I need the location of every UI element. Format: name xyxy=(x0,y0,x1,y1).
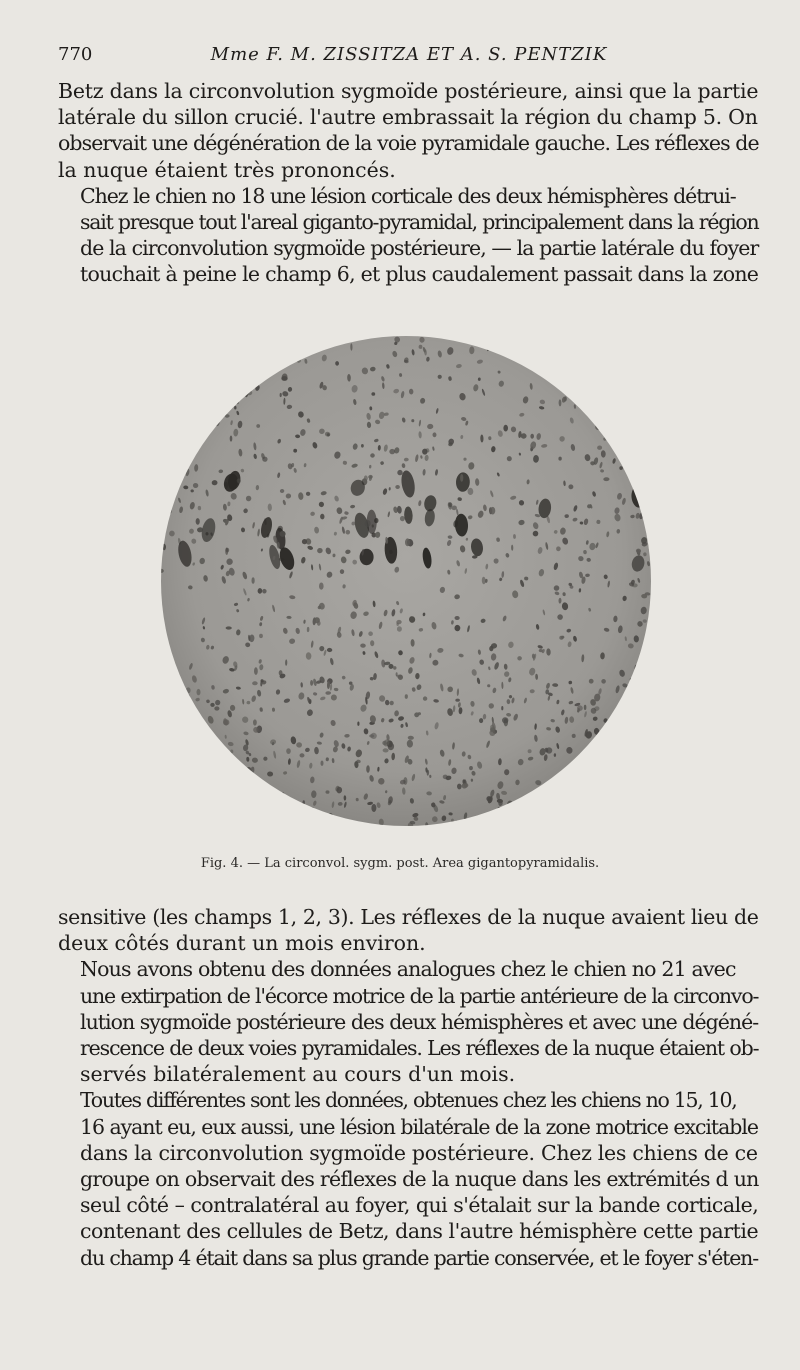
stained-cell xyxy=(630,335,634,340)
stained-cell xyxy=(252,793,256,800)
stained-cell xyxy=(627,817,634,825)
stained-cell xyxy=(591,786,599,795)
stained-cell xyxy=(161,338,166,341)
stained-cell xyxy=(532,349,537,357)
stained-cell xyxy=(633,807,641,814)
stained-cell xyxy=(305,814,308,819)
stained-cell xyxy=(164,395,170,403)
stained-cell xyxy=(164,770,170,776)
stained-cell xyxy=(238,799,243,805)
stained-cell xyxy=(574,770,581,776)
stained-cell xyxy=(212,808,217,812)
text-line: Toutes différentes sont les données, obtenues chez les chiens no 15, 10, xyxy=(80,1088,737,1113)
stained-cell xyxy=(184,713,193,723)
stained-cell xyxy=(203,430,207,438)
stained-cell xyxy=(570,770,576,779)
stained-cell xyxy=(254,667,258,675)
stained-cell xyxy=(319,583,324,590)
stained-cell xyxy=(160,689,163,697)
stained-cell xyxy=(523,802,526,807)
stained-cell xyxy=(256,424,260,428)
stained-cell xyxy=(543,361,549,367)
stained-cell xyxy=(166,693,170,701)
stained-cell xyxy=(161,786,165,792)
stained-cell xyxy=(622,377,625,381)
stained-cell xyxy=(165,678,169,686)
stained-cell xyxy=(478,818,484,825)
figure-caption: Fig. 4. — La circonvol. sygm. post. Area gigantopyramidalis. xyxy=(200,856,600,871)
stained-cell xyxy=(162,467,170,475)
stained-cell xyxy=(641,434,648,442)
paragraph xyxy=(58,956,758,1087)
stained-cell xyxy=(165,808,169,813)
stained-cell xyxy=(610,396,616,401)
stained-cell xyxy=(593,797,601,805)
stained-cell xyxy=(267,363,273,370)
stained-cell xyxy=(203,396,210,405)
stained-cell xyxy=(625,335,630,340)
stained-cell xyxy=(222,769,228,773)
stained-cell xyxy=(649,405,652,411)
stained-cell xyxy=(570,348,575,353)
stained-cell xyxy=(166,723,170,730)
stained-cell xyxy=(592,755,596,759)
stained-cell xyxy=(227,800,231,808)
stained-cell xyxy=(619,765,624,772)
stained-cell xyxy=(189,700,192,705)
text-line: Nous avons obtenu des données analogues chez le chien no 21 avec xyxy=(80,957,736,982)
stained-cell xyxy=(198,783,203,789)
stained-cell xyxy=(203,335,208,337)
text-line: sensitive (les champs 1, 2, 3). Les réflexes de la nuque avaient lieu de xyxy=(58,905,759,929)
stained-cell xyxy=(160,474,163,480)
stained-cell xyxy=(626,695,633,700)
stained-cell xyxy=(631,367,638,375)
stained-cell xyxy=(172,748,178,752)
stained-cell xyxy=(222,779,228,785)
stained-cell xyxy=(160,397,164,402)
stained-cell xyxy=(264,820,270,827)
stained-cell xyxy=(172,730,178,739)
stained-cell xyxy=(199,761,203,767)
stained-cell xyxy=(180,713,183,720)
stained-cell xyxy=(619,362,624,370)
stained-cell xyxy=(289,816,296,824)
stained-cell xyxy=(599,408,604,412)
stained-cell xyxy=(169,491,175,498)
stained-cell xyxy=(489,730,495,736)
stained-cell xyxy=(328,341,335,348)
stained-cell xyxy=(160,719,166,727)
running-head: Mme F. M. ZISSITZA ET A. S. PENTZIK xyxy=(210,44,608,65)
stained-cell xyxy=(195,811,200,816)
stained-cell xyxy=(623,709,628,716)
stained-cell xyxy=(644,680,649,686)
stained-cell xyxy=(607,764,613,771)
stained-cell xyxy=(255,348,260,355)
stained-cell xyxy=(236,374,240,381)
stained-cell xyxy=(204,353,208,357)
stained-cell xyxy=(290,816,295,821)
stained-cell xyxy=(205,432,208,437)
stained-cell xyxy=(190,784,197,791)
stained-cell xyxy=(218,812,224,820)
stained-cell xyxy=(180,790,186,797)
stained-cell xyxy=(181,400,185,407)
stained-cell xyxy=(230,436,233,442)
stained-cell xyxy=(627,744,631,752)
text-line: rescence de deux voies pyramidales. Les réflexes de la nuque étaient ob- xyxy=(80,1036,759,1061)
stained-cell xyxy=(176,818,181,826)
stained-cell xyxy=(170,760,175,767)
stained-cell xyxy=(230,781,236,786)
stained-cell xyxy=(207,407,213,414)
text-line: groupe on observait des réflexes de la nuque dans les extrémités d un xyxy=(80,1167,759,1192)
stained-cell xyxy=(493,821,500,827)
stained-cell xyxy=(165,343,170,349)
stained-cell xyxy=(280,531,286,537)
stained-cell xyxy=(179,811,182,816)
text-line: sait presque tout l'areal giganto-pyramidal, principalement dans la région xyxy=(80,210,759,235)
stained-cell xyxy=(186,807,190,813)
stained-cell xyxy=(197,787,204,796)
text-line: 16 ayant eu, eux aussi, une lésion bilatérale de la zone motrice excitable xyxy=(80,1114,758,1139)
stained-cell xyxy=(214,799,218,802)
stained-cell xyxy=(162,508,165,516)
stained-cell xyxy=(635,688,639,695)
text-line: servés bilatéralement au cours d'un mois. xyxy=(80,1062,516,1087)
paragraph xyxy=(58,183,758,288)
stained-cell xyxy=(644,677,649,685)
stained-cell xyxy=(604,813,608,817)
stained-cell xyxy=(540,787,546,792)
stained-cell xyxy=(310,680,313,686)
stained-cell xyxy=(573,766,575,773)
stained-cell xyxy=(170,418,175,426)
stained-cell xyxy=(219,760,223,764)
stained-cell xyxy=(565,818,572,826)
stained-cell xyxy=(204,371,211,379)
stained-cell xyxy=(160,477,163,484)
stained-cell xyxy=(168,672,173,679)
stained-cell xyxy=(320,813,325,819)
stained-cell xyxy=(559,374,563,378)
text-line: de la circonvolution sygmoïde postérieure, — la partie latérale du foyer xyxy=(80,236,759,261)
stained-cell xyxy=(161,713,167,718)
text-line: contenant des cellules de Betz, dans l'autre hémisphère cette partie xyxy=(80,1219,759,1244)
stained-cell xyxy=(237,810,242,816)
stained-cell xyxy=(638,672,641,677)
stained-cell xyxy=(612,783,618,791)
stained-cell xyxy=(190,448,194,456)
stained-cell xyxy=(639,815,643,822)
stained-cell xyxy=(637,665,641,669)
stained-cell xyxy=(620,819,626,827)
stained-cell xyxy=(632,760,635,765)
stained-cell xyxy=(575,769,581,775)
text-line: du champ 4 était dans sa plus grande partie conservée, et le foyer s'éten- xyxy=(80,1245,758,1270)
stained-cell xyxy=(604,752,608,759)
stained-cell xyxy=(321,761,324,766)
stained-cell xyxy=(194,803,199,809)
text-line: latérale du sillon crucié. l'autre embrassait la région du champ 5. On xyxy=(58,105,758,130)
stained-cell xyxy=(622,422,627,429)
stained-cell xyxy=(188,743,194,748)
stained-cell xyxy=(160,537,164,545)
stained-cell xyxy=(490,507,495,515)
stained-cell xyxy=(621,754,627,761)
stained-cell xyxy=(308,812,312,819)
stained-cell xyxy=(584,705,587,710)
stained-cell xyxy=(206,755,213,763)
text-line: seul côté – contralatéral au foyer, qui s'étalait sur la bande corticale, xyxy=(80,1193,759,1218)
stained-cell xyxy=(250,807,256,810)
stained-cell xyxy=(187,749,191,757)
stained-cell xyxy=(371,733,377,739)
stained-cell xyxy=(562,788,566,793)
stained-cell xyxy=(281,376,287,381)
stained-cell xyxy=(605,724,612,729)
stained-cell xyxy=(611,439,617,448)
stained-cell xyxy=(286,748,291,754)
micrograph-figure xyxy=(160,335,652,827)
stained-cell xyxy=(600,817,605,824)
body-text-after-figure xyxy=(58,904,758,1271)
stained-cell xyxy=(533,362,537,370)
stained-cell xyxy=(227,787,234,793)
stained-cell xyxy=(579,780,583,785)
stained-cell xyxy=(191,815,197,820)
stained-cell xyxy=(530,822,534,826)
stained-cell xyxy=(163,718,166,722)
stained-cell xyxy=(634,414,637,418)
stained-cell xyxy=(208,769,212,774)
stained-cell xyxy=(160,814,164,819)
stained-cell xyxy=(617,766,623,773)
stained-cell xyxy=(640,667,644,674)
stained-cell xyxy=(188,335,192,340)
stained-cell xyxy=(200,336,203,343)
stained-cell xyxy=(551,793,558,801)
stained-cell xyxy=(494,558,499,563)
stained-cell xyxy=(253,366,260,373)
stained-cell xyxy=(236,392,239,395)
stained-cell xyxy=(172,811,179,817)
stained-cell xyxy=(610,335,616,342)
stained-cell xyxy=(613,363,619,368)
text-line: deux côtés durant un mois environ. xyxy=(58,931,426,956)
stained-cell xyxy=(645,495,649,503)
stained-cell xyxy=(234,406,236,410)
stained-cell xyxy=(647,433,652,438)
stained-cell xyxy=(562,775,567,783)
stained-cell xyxy=(168,802,171,807)
stained-cell xyxy=(268,821,273,826)
stained-cell xyxy=(160,643,163,648)
stained-cell xyxy=(309,812,315,817)
stained-cell xyxy=(177,740,182,744)
stained-cell xyxy=(607,351,613,358)
stained-cell xyxy=(266,815,272,820)
stained-cell xyxy=(166,441,171,447)
stained-cell xyxy=(295,342,299,348)
stained-cell xyxy=(629,407,633,414)
stained-cell xyxy=(630,343,636,348)
stained-cell xyxy=(541,799,548,807)
stained-cell xyxy=(237,819,241,824)
stained-cell xyxy=(253,719,257,725)
stained-cell xyxy=(176,752,181,757)
page-header xyxy=(58,44,760,70)
text-line: une extirpation de l'écorce motrice de la partie antérieure de la circonvo- xyxy=(80,983,759,1008)
stained-cell xyxy=(197,766,200,770)
stained-cell xyxy=(627,345,631,352)
stained-cell xyxy=(460,474,463,482)
stained-cell xyxy=(610,358,618,366)
stained-cell xyxy=(626,698,630,704)
stained-cell xyxy=(591,409,597,415)
stained-cell xyxy=(361,444,364,448)
stained-cell xyxy=(597,368,603,372)
stained-cell xyxy=(222,756,226,763)
stained-cell xyxy=(636,779,642,784)
stained-cell xyxy=(197,689,201,695)
stained-cell xyxy=(612,788,615,793)
stained-cell xyxy=(225,548,228,555)
stained-cell xyxy=(627,437,630,443)
stained-cell xyxy=(160,691,165,698)
stained-cell xyxy=(395,485,400,489)
stained-cell xyxy=(628,736,634,743)
body-text-before-figure xyxy=(58,78,758,288)
stained-cell xyxy=(239,822,245,827)
stained-cell xyxy=(604,417,608,423)
stained-cell xyxy=(238,773,245,780)
stained-cell xyxy=(231,335,236,341)
text-line: la nuque étaient très prononcés. xyxy=(58,157,396,182)
stained-cell xyxy=(599,421,603,425)
stained-cell xyxy=(209,787,212,791)
stained-cell xyxy=(503,425,508,432)
stained-cell xyxy=(182,338,188,345)
stained-cell xyxy=(635,756,641,761)
stained-cell xyxy=(162,688,169,693)
stained-cell xyxy=(285,339,291,345)
text-line: dans la circonvolution sygmoïde postérieure. Chez les chiens de ce xyxy=(80,1140,758,1165)
stained-cell xyxy=(218,783,224,789)
stained-cell xyxy=(357,722,359,726)
stained-cell xyxy=(201,821,209,827)
stained-cell xyxy=(170,337,175,341)
stained-cell xyxy=(521,821,525,827)
stained-cell xyxy=(614,421,617,429)
stained-cell xyxy=(249,361,253,365)
paragraph xyxy=(58,904,758,956)
stained-cell xyxy=(229,358,236,364)
stained-cell xyxy=(645,665,649,670)
stained-cell xyxy=(189,373,192,377)
stained-cell xyxy=(242,375,245,378)
stained-cell xyxy=(617,443,621,450)
stained-cell xyxy=(236,357,241,362)
stained-cell xyxy=(178,369,184,374)
text-line: lution sygmoïde postérieure des deux hémisphères et avec une dégéné- xyxy=(80,1009,759,1034)
stained-cell xyxy=(175,368,182,376)
stained-cell xyxy=(643,712,647,717)
stained-cell xyxy=(562,375,567,380)
stained-cell xyxy=(585,813,592,818)
stained-cell xyxy=(591,387,596,391)
stained-cell xyxy=(505,810,509,814)
stained-cell xyxy=(196,788,202,794)
stained-cell xyxy=(628,759,632,764)
stained-cell xyxy=(644,739,651,746)
text-line: touchait à peine le champ 6, et plus caudalement passait dans la zone xyxy=(80,262,759,287)
stained-cell xyxy=(204,380,209,388)
text-line: Chez le chien no 18 une lésion corticale des deux hémisphères détrui- xyxy=(80,183,736,208)
stained-cell xyxy=(231,758,234,761)
stained-cell xyxy=(190,822,192,826)
text-line: observait une dégénération de la voie pyramidale gauche. Les réflexes de xyxy=(58,131,759,156)
stained-cell xyxy=(642,373,646,378)
stained-cell xyxy=(160,554,162,560)
page-number: 770 xyxy=(58,44,93,65)
stained-cell xyxy=(273,345,278,350)
stained-cell xyxy=(534,792,539,797)
stained-cell xyxy=(172,335,178,342)
stained-cell xyxy=(187,349,193,352)
stained-cell xyxy=(519,813,525,818)
stained-cell xyxy=(609,765,616,771)
stained-cell xyxy=(638,714,642,718)
stained-cell xyxy=(560,335,563,340)
stained-cell xyxy=(514,820,519,827)
paragraph xyxy=(58,1087,758,1270)
stained-cell xyxy=(644,766,648,772)
stained-cell xyxy=(170,472,174,476)
stained-cell xyxy=(587,794,594,803)
stained-cell xyxy=(568,813,571,816)
micrograph-image xyxy=(160,335,652,827)
stained-cell xyxy=(252,577,255,584)
stained-cell xyxy=(224,800,229,807)
stained-cell xyxy=(204,347,211,355)
stained-cell xyxy=(160,794,163,802)
paragraph xyxy=(58,78,758,183)
stained-cell xyxy=(245,819,248,825)
stained-cell xyxy=(160,513,165,516)
stained-cell xyxy=(246,767,252,773)
stained-cell xyxy=(198,335,204,340)
stained-cell xyxy=(486,340,489,344)
stained-cell xyxy=(618,384,625,388)
stained-cell xyxy=(170,813,173,817)
stained-cell xyxy=(203,723,207,727)
text-line: Betz dans la circonvolution sygmoïde postérieure, ainsi que la partie xyxy=(58,79,759,103)
